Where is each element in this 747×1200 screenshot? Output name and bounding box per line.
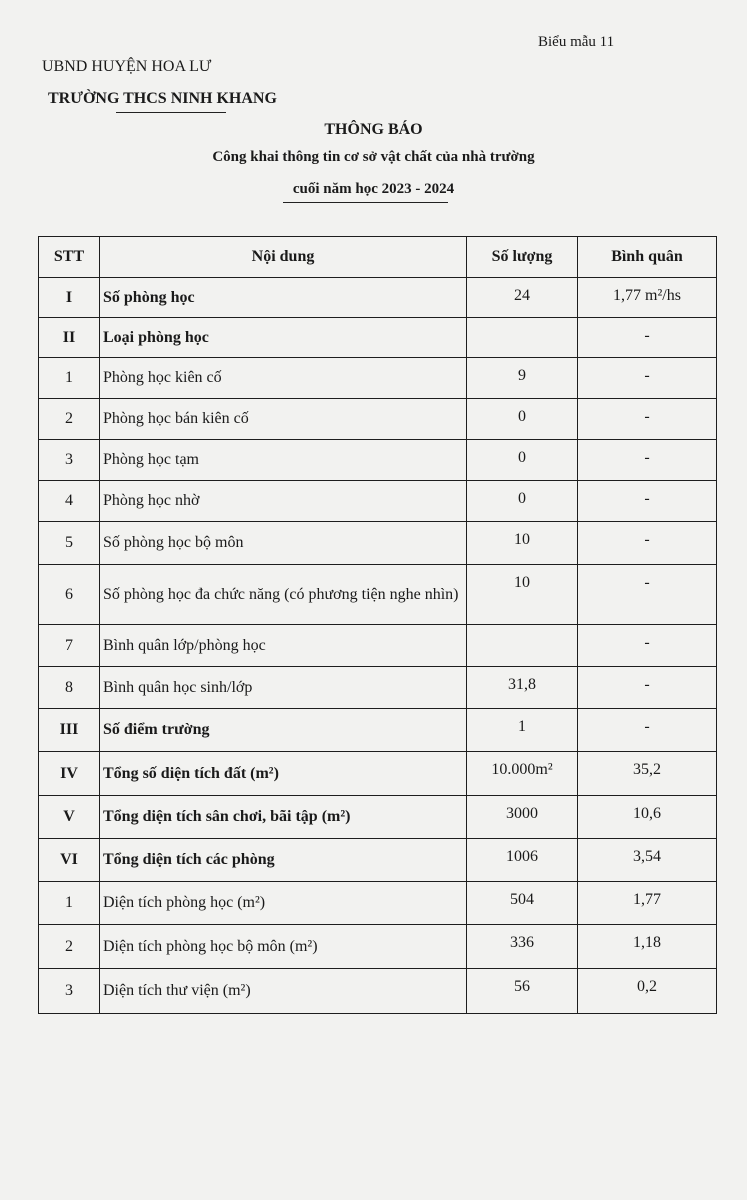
row-content: Tổng diện tích sân chơi, bãi tập (m²) [100,796,467,839]
row-stt: 1 [39,358,100,399]
row-stt: 2 [39,399,100,440]
table-row [39,969,717,1014]
row-average: 1,77 m²/hs [578,278,717,318]
row-quantity: 56 [467,969,578,1014]
row-content: Bình quân học sinh/lớp [100,667,467,709]
row-content: Số phòng học đa chức năng (có phương tiện nghe nhìn) [100,565,467,625]
row-content: Diện tích phòng học bộ môn (m²) [100,925,467,969]
row-stt: II [39,318,100,358]
row-quantity: 1 [467,709,578,752]
row-quantity: 0 [467,399,578,440]
row-quantity: 31,8 [467,667,578,709]
row-quantity: 24 [467,278,578,318]
row-average: - [578,522,717,565]
row-stt: 6 [39,565,100,625]
row-quantity [467,625,578,667]
table-row [39,440,717,481]
row-quantity: 10 [467,565,578,625]
row-stt: 7 [39,625,100,667]
row-average: - [578,440,717,481]
school-year: cuối năm học 2023 - 2024 [292,181,455,197]
document-title: THÔNG BÁO [324,121,423,138]
table-body [39,278,717,1014]
row-quantity: 0 [467,481,578,522]
table-row [39,839,717,882]
row-content: Loại phòng học [100,318,467,358]
row-stt: VI [39,839,100,882]
school-underline [116,112,226,113]
row-average: - [578,358,717,399]
row-quantity: 3000 [467,796,578,839]
table-row [39,925,717,969]
facilities-table [38,236,717,1014]
form-number: Biểu mẫu 11 [538,34,615,50]
table-row [39,399,717,440]
row-content: Bình quân lớp/phòng học [100,625,467,667]
row-stt: 1 [39,882,100,925]
row-quantity: 9 [467,358,578,399]
row-content: Phòng học bán kiên cố [100,399,467,440]
row-average: 0,2 [578,969,717,1014]
row-stt: V [39,796,100,839]
row-average: 1,77 [578,882,717,925]
year-underline [283,202,448,203]
row-quantity: 1006 [467,839,578,882]
row-stt: 3 [39,969,100,1014]
document-subtitle: Công khai thông tin cơ sở vật chất của nhà trường [212,149,535,165]
header-average: Bình quân [578,237,717,278]
table-row [39,709,717,752]
organization-school: TRƯỜNG THCS NINH KHANG [48,90,277,107]
row-quantity: 336 [467,925,578,969]
table-row [39,625,717,667]
row-average: 35,2 [578,752,717,796]
table-header-row [39,237,717,278]
header-stt: STT [39,237,100,278]
table-row [39,318,717,358]
row-content: Diện tích phòng học (m²) [100,882,467,925]
table-row [39,882,717,925]
table-row [39,358,717,399]
row-average: - [578,481,717,522]
table-row [39,522,717,565]
row-content: Phòng học nhờ [100,481,467,522]
row-stt: I [39,278,100,318]
row-content: Phòng học kiên cố [100,358,467,399]
row-quantity: 10.000m² [467,752,578,796]
header-quantity: Số lượng [467,237,578,278]
table-row [39,565,717,625]
row-content: Phòng học tạm [100,440,467,481]
row-stt: 8 [39,667,100,709]
row-average: 10,6 [578,796,717,839]
row-quantity: 504 [467,882,578,925]
row-quantity: 0 [467,440,578,481]
row-stt: III [39,709,100,752]
table-row [39,796,717,839]
row-average: - [578,318,717,358]
row-content: Tổng số diện tích đất (m²) [100,752,467,796]
row-average: - [578,625,717,667]
table-row [39,278,717,318]
row-average: - [578,565,717,625]
row-content: Số điểm trường [100,709,467,752]
row-content: Số phòng học [100,278,467,318]
row-stt: 3 [39,440,100,481]
organization-district: UBND HUYỆN HOA LƯ [42,58,212,75]
table-row [39,667,717,709]
table-row [39,752,717,796]
header-content: Nội dung [100,237,467,278]
row-stt: IV [39,752,100,796]
row-content: Diện tích thư viện (m²) [100,969,467,1014]
row-average: - [578,709,717,752]
row-content: Tổng diện tích các phòng [100,839,467,882]
row-stt: 4 [39,481,100,522]
row-average: - [578,667,717,709]
row-quantity [467,318,578,358]
row-quantity: 10 [467,522,578,565]
row-stt: 5 [39,522,100,565]
row-average: - [578,399,717,440]
row-stt: 2 [39,925,100,969]
table-row [39,481,717,522]
row-average: 1,18 [578,925,717,969]
row-content: Số phòng học bộ môn [100,522,467,565]
row-average: 3,54 [578,839,717,882]
